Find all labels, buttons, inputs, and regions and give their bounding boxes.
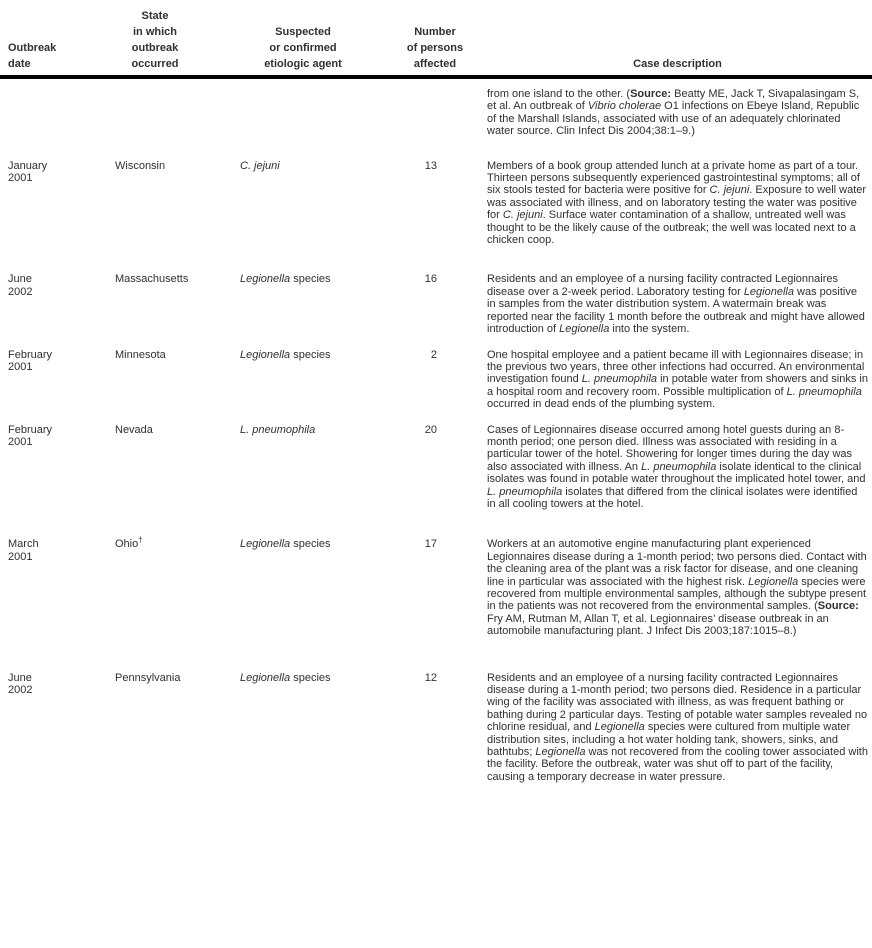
cell-state: Massachusetts — [115, 273, 189, 286]
text-segment: species — [290, 671, 331, 684]
text-segment: in potable water from showers and sinks in a hospital room and recovery room. Possible multiplication of — [487, 373, 868, 398]
text-segment: . Exposure to well water was associated with illness, and on laboratory testing the water was positive for — [487, 184, 867, 222]
text-segment: species were cultured from multiple water distribution sites, including a hot water holding tank, showers, sinks, and bathtubs; — [487, 721, 851, 759]
cell-outbreak-date — [8, 88, 115, 89]
table-body — [0, 88, 872, 783]
text-segment: species — [290, 348, 331, 361]
text-segment: species — [290, 273, 331, 286]
cell-outbreak-date: March 2001 — [8, 538, 39, 563]
col-header-outbreak-date: Outbreak date — [8, 42, 57, 70]
text-segment: Workers at an automotive engine manufacturing plant experienced Legionnaires disease during a 1-month period; two persons died. Contact with the cleaning area of the plant was a risk factor for disease, and one cleaning line in particular was associated with the highest risk. — [487, 538, 867, 588]
text-segment: One hospital employee and a patient became ill with Legionnaires disease; in the previous two years, three other infections had occurred. An environmental investigation found — [487, 348, 865, 386]
text-segment: into the system. — [609, 323, 690, 336]
text-segment: Residents and an employee of a nursing facility contracted Legionnaires disease over a 2-week period. Laboratory testing for — [487, 273, 838, 298]
cell-state: Wisconsin — [115, 159, 166, 172]
cell-outbreak-date: February 2001 — [8, 423, 53, 448]
table-row — [8, 672, 872, 784]
italic-text-segment: L. pneumophila — [487, 485, 563, 498]
cell-etiologic-agent — [240, 672, 392, 684]
cell-persons-affected: 16 — [424, 273, 437, 286]
cell-etiologic-agent — [240, 424, 392, 436]
text-segment: Fry AM, Rutman M, Allan T, et al. Legionnaires’ disease outbreak in an automobile manufacturing plant. J Infect Dis 2003;187:1015–8.) — [487, 612, 829, 638]
cell-state: Nevada — [115, 423, 153, 436]
cell-etiologic-agent — [240, 273, 392, 285]
cell-etiologic-agent — [240, 88, 392, 89]
italic-text-segment: Legionella — [240, 538, 291, 551]
italic-text-segment: C. jejuni — [502, 209, 543, 222]
text-segment: Beatty ME, Jack T, Sivapalasingam S, et al. An outbreak of — [487, 88, 860, 113]
italic-text-segment: L. pneumophila — [641, 460, 717, 473]
cell-case-description — [437, 349, 872, 411]
cell-outbreak-date: February 2001 — [8, 348, 53, 373]
cell-persons-affected: 12 — [424, 671, 437, 684]
italic-text-segment: L. pneumophila — [240, 423, 316, 436]
text-segment: from one island to the other. ( — [487, 88, 631, 100]
cell-case-description — [437, 273, 872, 335]
italic-text-segment: Legionella — [240, 273, 291, 286]
text-segment: O1 infections on Ebeye Island, Republic of the Marshall Islands, associated with use of an adequately chlorinated water source. Clin Infect Dis 2004;38:1–9.) — [487, 100, 860, 138]
italic-text-segment: Legionella — [535, 746, 586, 759]
italic-text-segment: Legionella — [559, 323, 610, 336]
bold-text-segment: Source: — [817, 600, 859, 613]
cell-persons-affected: 17 — [424, 538, 437, 551]
cell-state: Minnesota — [115, 348, 166, 361]
cell-case-description — [437, 538, 872, 637]
cell-outbreak-date: June 2002 — [8, 273, 33, 298]
text-segment: occurred in dead ends of the plumbing system. — [487, 398, 716, 411]
col-header-etiologic-agent: Suspected or confirmed etiologic agent — [264, 26, 342, 70]
table-row — [8, 349, 872, 411]
cell-state: Pennsylvania — [115, 671, 181, 684]
cell-persons-affected — [392, 88, 437, 89]
cell-case-description — [437, 160, 872, 247]
italic-text-segment: Legionella — [594, 721, 645, 734]
italic-text-segment: L. pneumophila — [786, 385, 862, 398]
cell-etiologic-agent — [240, 349, 392, 361]
table-row — [8, 273, 872, 335]
text-segment: . Surface water contamination of a shallow, untreated well was thought to be the likely cause of the outbreak; the well was located next to a chicken coop. — [487, 209, 856, 247]
italic-text-segment: Legionella — [240, 671, 291, 684]
cell-state — [115, 88, 240, 89]
text-segment: isolates that differed from the clinical isolates were identified in all cooling towers at the hotel. — [487, 485, 858, 510]
table-row-continuation — [8, 88, 872, 138]
table-row — [8, 160, 872, 247]
table-row — [8, 535, 872, 638]
cell-etiologic-agent — [240, 538, 392, 550]
cell-state: Ohio† — [115, 535, 143, 551]
italic-text-segment: Vibrio cholerae — [587, 100, 662, 113]
italic-text-segment: Legionella — [240, 348, 291, 361]
text-segment: species were recovered from multiple environmental samples, although the subtype present in the patients was not recovered from the environmental samples. ( — [487, 575, 867, 613]
col-header-case-description: Case description — [633, 58, 722, 70]
italic-text-segment: C. jejuni — [240, 159, 280, 172]
text-segment: Cases of Legionnaires disease occurred among hotel guests during an 8-month period; one person died. Illness was associated with residing in a particular tower of the hotel. Showering for longer times during the day was also associated with illness. An — [487, 423, 853, 473]
text-segment: Residents and an employee of a nursing facility contracted Legionnaires disease during a 1-month period; two persons died. Residence in a particular wing of the facility was associated with illness, as was frequent bathing or bathing during 2 particular days. Testing of potable water samples revealed no chlorine residual, and — [487, 671, 868, 734]
cell-outbreak-date: June 2002 — [8, 671, 33, 697]
cell-case-description — [437, 424, 872, 511]
italic-text-segment: Legionella — [748, 575, 799, 588]
italic-text-segment: C. jejuni — [709, 184, 750, 197]
bold-text-segment: Source: — [630, 88, 672, 100]
table-header — [0, 0, 872, 79]
cell-case-description — [437, 88, 872, 138]
text-segment: Members of a book group attended lunch at a private home as part of a tour. Thirteen persons subsequently experienced gastrointestinal symptoms; all of six stools tested for bacteria were positive for — [487, 159, 860, 197]
cell-persons-affected: 20 — [424, 423, 437, 436]
cell-outbreak-date: January 2001 — [8, 159, 48, 185]
text-segment: species — [290, 538, 331, 551]
header-rule — [0, 75, 872, 79]
col-header-persons-affected: Number of persons affected — [406, 26, 464, 70]
cell-persons-affected: 13 — [424, 159, 437, 172]
italic-text-segment: Legionella — [743, 285, 794, 298]
text-segment: was not recovered from the cooling tower associated with the facility. Before the outbreak, water was shut off to part of the facility, causing a temporary decrease in water pressure. — [487, 746, 868, 783]
italic-text-segment: L. pneumophila — [581, 373, 658, 386]
cell-persons-affected: 2 — [430, 348, 437, 361]
table-row — [8, 424, 872, 511]
text-segment: isolate identical to the clinical isolates was found in potable water throughout the implicated hotel tower, and — [487, 460, 866, 486]
cell-etiologic-agent — [240, 160, 392, 172]
dagger-footnote-mark: † — [138, 535, 143, 545]
col-header-state: State in which outbreak occurred — [131, 10, 179, 70]
cell-case-description — [437, 672, 872, 784]
text-segment: was positive in samples from the water distribution system. A watermain break was reported near the facility 1 month before the outbreak and might have allowed introduction of — [487, 285, 865, 336]
